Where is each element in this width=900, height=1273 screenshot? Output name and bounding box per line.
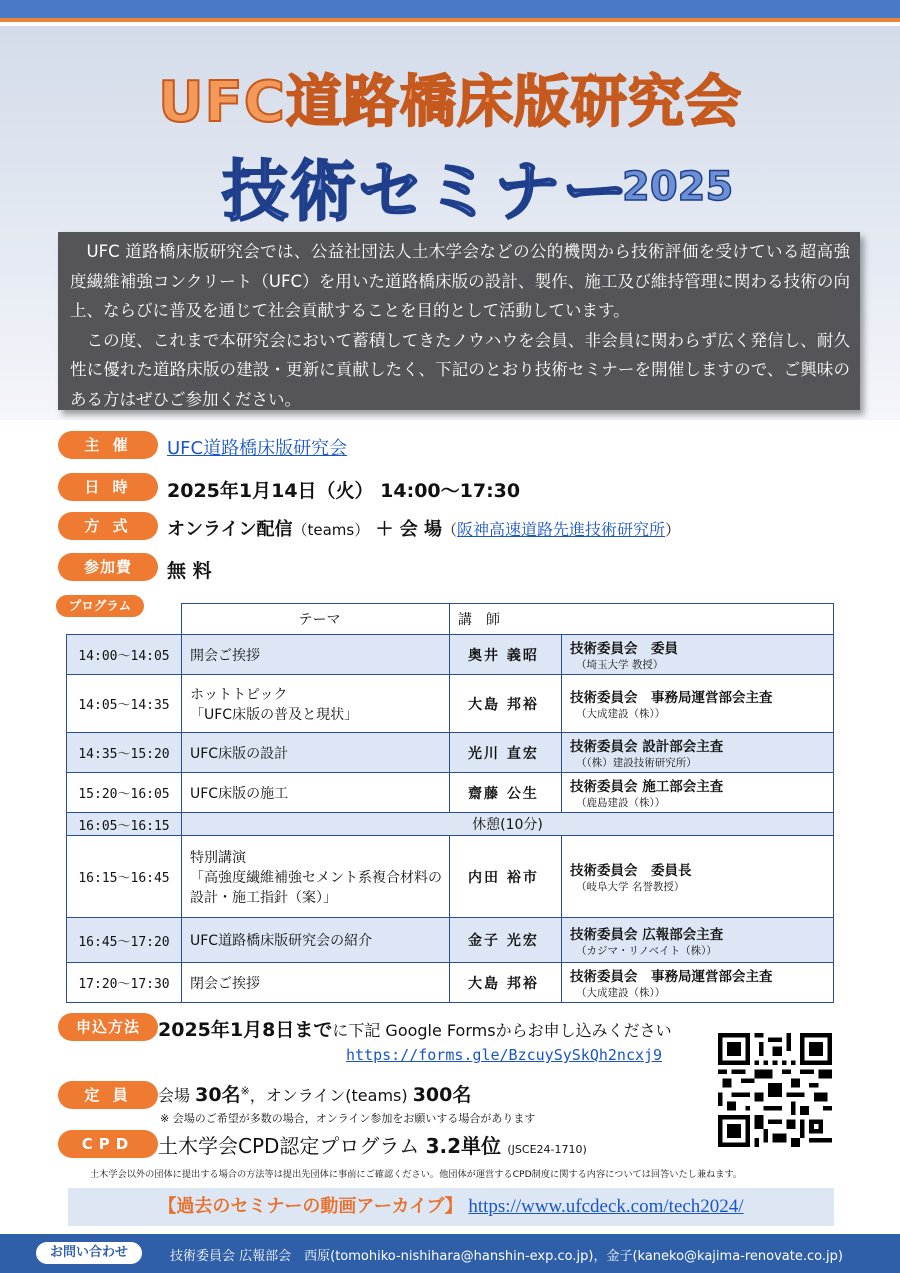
row-theme: ホットトピック 「UFC床版の普及と現状」: [182, 675, 450, 733]
row-theme: 特別講演 「高強度繊維補強セメント系複合材料の設計・施工指針（案）」: [182, 836, 450, 918]
capacity-venue-text: 会場: [158, 1086, 196, 1105]
row-time: 17:20～17:30: [67, 963, 182, 1003]
venue-link[interactable]: 阪神高速道路先進技術研究所: [457, 520, 666, 539]
program-table: [66, 603, 834, 1003]
row-org: （大成建設（株））: [576, 987, 666, 999]
row-theme: UFC床版の施工: [182, 773, 450, 813]
row-speaker: 大島 邦裕: [450, 675, 562, 733]
row-time: 15:20～16:05: [67, 773, 182, 813]
capacity-label: 定 員: [58, 1081, 158, 1109]
row-role: 技術委員会 委員: [570, 641, 678, 657]
apply-label: 申込方法: [58, 1013, 158, 1041]
row-theme: 開会ご挨拶: [182, 635, 450, 675]
fee-value: 無 料: [167, 560, 212, 582]
row-speaker: 内田 裕市: [450, 836, 562, 918]
program-header-theme: テーマ: [182, 604, 450, 635]
table-row: [67, 963, 834, 1003]
footer-bar: [0, 1234, 900, 1273]
cpd-note: 土木学会以外の団体に提出する場合の方法等は提出先団体に事前にご確認ください。他団体が運営するCPD制度に関する内容については回答いたし兼ねます。: [90, 1169, 743, 1180]
venue-open-paren: （: [442, 521, 458, 539]
row-speaker: 奥井 義昭: [450, 635, 562, 675]
row-role: 技術委員会 設計部会主査: [570, 739, 724, 755]
table-row: [67, 918, 834, 963]
intro-paragraph-1: UFC 道路橋床版研究会では、公益社団法人土木学会などの公的機関から技術評価を受けている超高強度繊維補強コンクリート（UFC）を用いた道路橋床版の設計、製作、施工及び維持管理に関わる技術の向上、ならびに普及を通じて社会貢献することを目的として活動しています。: [70, 242, 850, 320]
apply-text: に下記 Google Formsからお申し込みください: [332, 1021, 672, 1040]
method-online: オンライン配信: [167, 519, 293, 540]
row-role: 技術委員会 広報部会主査: [570, 926, 724, 943]
table-row: [67, 635, 834, 675]
cpd-units: 3.2単位: [425, 1134, 502, 1158]
cpd-text: 土木学会CPD認定プログラム: [158, 1134, 420, 1158]
row-time: 14:35～15:20: [67, 733, 182, 773]
top-banner-bar: [0, 0, 900, 22]
method-teams: （teams）: [292, 521, 370, 539]
row-theme: UFC床版の設計: [182, 733, 450, 773]
google-forms-link[interactable]: https://forms.gle/BzcuySySkQh2ncxj9: [346, 1046, 663, 1064]
capacity-venue-num: 30名: [195, 1084, 241, 1106]
program-label: プログラム: [56, 595, 144, 617]
event-title: UFC道路橋床版研究会: [158, 70, 742, 135]
row-time: 16:05～16:15: [67, 813, 182, 836]
table-row: [67, 773, 834, 813]
table-row: [67, 675, 834, 733]
intro-paragraph-2: この度、これまで本研究会において蓄積してきたノウハウを会員、非会員に関わらず広く発信し、耐久性に優れた道路床版の建設・更新に貢献したく、下記のとおり技術セミナーを開催しますので、ご興味のある方はぜひご参加ください。: [70, 330, 850, 409]
capacity-online-text: ，オンライン(teams): [249, 1086, 413, 1105]
contact-label: お問い合わせ: [36, 1242, 142, 1264]
row-speaker: 齋藤 公生: [450, 773, 562, 813]
row-org: （埼玉大学 教授）: [576, 659, 664, 671]
capacity-note: ※ 会場のご希望が多数の場合，オンライン参加をお願いする場合があります: [160, 1112, 536, 1125]
method-venue-plus: ＋ 会 場: [375, 519, 443, 540]
row-speaker: 大島 邦裕: [450, 963, 562, 1003]
row-speaker: 金子 光宏: [450, 918, 562, 963]
row-role: 技術委員会 事務局運営部会主査: [570, 969, 773, 985]
row-org: （カジマ・リノベイト（株））: [576, 944, 717, 957]
capacity-online-num: 300名: [412, 1084, 472, 1106]
row-org: （大成建設（株））: [576, 708, 666, 720]
venue-close-paren: ）: [665, 521, 681, 539]
date-label: 日 時: [58, 473, 158, 501]
host-label: 主 催: [58, 431, 158, 459]
fee-label: 参加費: [58, 553, 158, 581]
row-role: 技術委員会 委員長: [570, 863, 692, 879]
program-header-speaker: 講 師: [450, 604, 834, 635]
table-row: [67, 733, 834, 773]
archive-link[interactable]: https://www.ufcdeck.com/tech2024/: [468, 1196, 744, 1217]
contact-text: 技術委員会 広報部会 西原(tomohiko-nishihara@hanshin-exp.co.jp)，金子(kaneko@kajima-renovate.co.jp): [170, 1249, 843, 1264]
method-label: 方 式: [58, 512, 158, 540]
date-value: 2025年1月14日（火） 14:00～17:30: [167, 480, 521, 502]
intro-box: [58, 232, 860, 410]
table-row: [67, 836, 834, 918]
row-org: （鹿島建設（株））: [576, 797, 666, 809]
row-org: （（株）建設技術研究所）: [576, 757, 697, 769]
row-break: 休憩(10分): [182, 813, 834, 836]
method-value: [167, 515, 680, 541]
row-theme: 閉会ご挨拶: [182, 963, 450, 1003]
cpd-label: CPD: [58, 1130, 158, 1158]
row-org: （岐阜大学 名誉教授）: [576, 881, 685, 893]
qr-code-icon[interactable]: [718, 1033, 832, 1147]
archive-banner: [68, 1188, 834, 1226]
row-theme: UFC道路橋床版研究会の紹介: [182, 918, 450, 963]
cpd-code: (JSCE24-1710): [507, 1143, 587, 1156]
row-speaker: 光川 直宏: [450, 733, 562, 773]
row-time: 14:00～14:05: [67, 635, 182, 675]
row-time: 16:15～16:45: [67, 836, 182, 918]
capacity-note-mark: ※: [240, 1084, 250, 1098]
archive-title: 【過去のセミナーの動画アーカイブ】: [158, 1196, 463, 1217]
row-time: 16:45～17:20: [67, 918, 182, 963]
table-row-break: [67, 813, 834, 836]
row-role: 技術委員会 施工部会主査: [570, 779, 724, 795]
row-time: 14:05～14:35: [67, 675, 182, 733]
event-subtitle: 技術セミナー: [222, 153, 630, 230]
event-year: 2025: [622, 164, 734, 210]
apply-deadline: 2025年1月8日まで: [158, 1019, 333, 1041]
row-role: 技術委員会 事務局運営部会主査: [570, 690, 773, 706]
host-link[interactable]: UFC道路橋床版研究会: [167, 438, 348, 459]
